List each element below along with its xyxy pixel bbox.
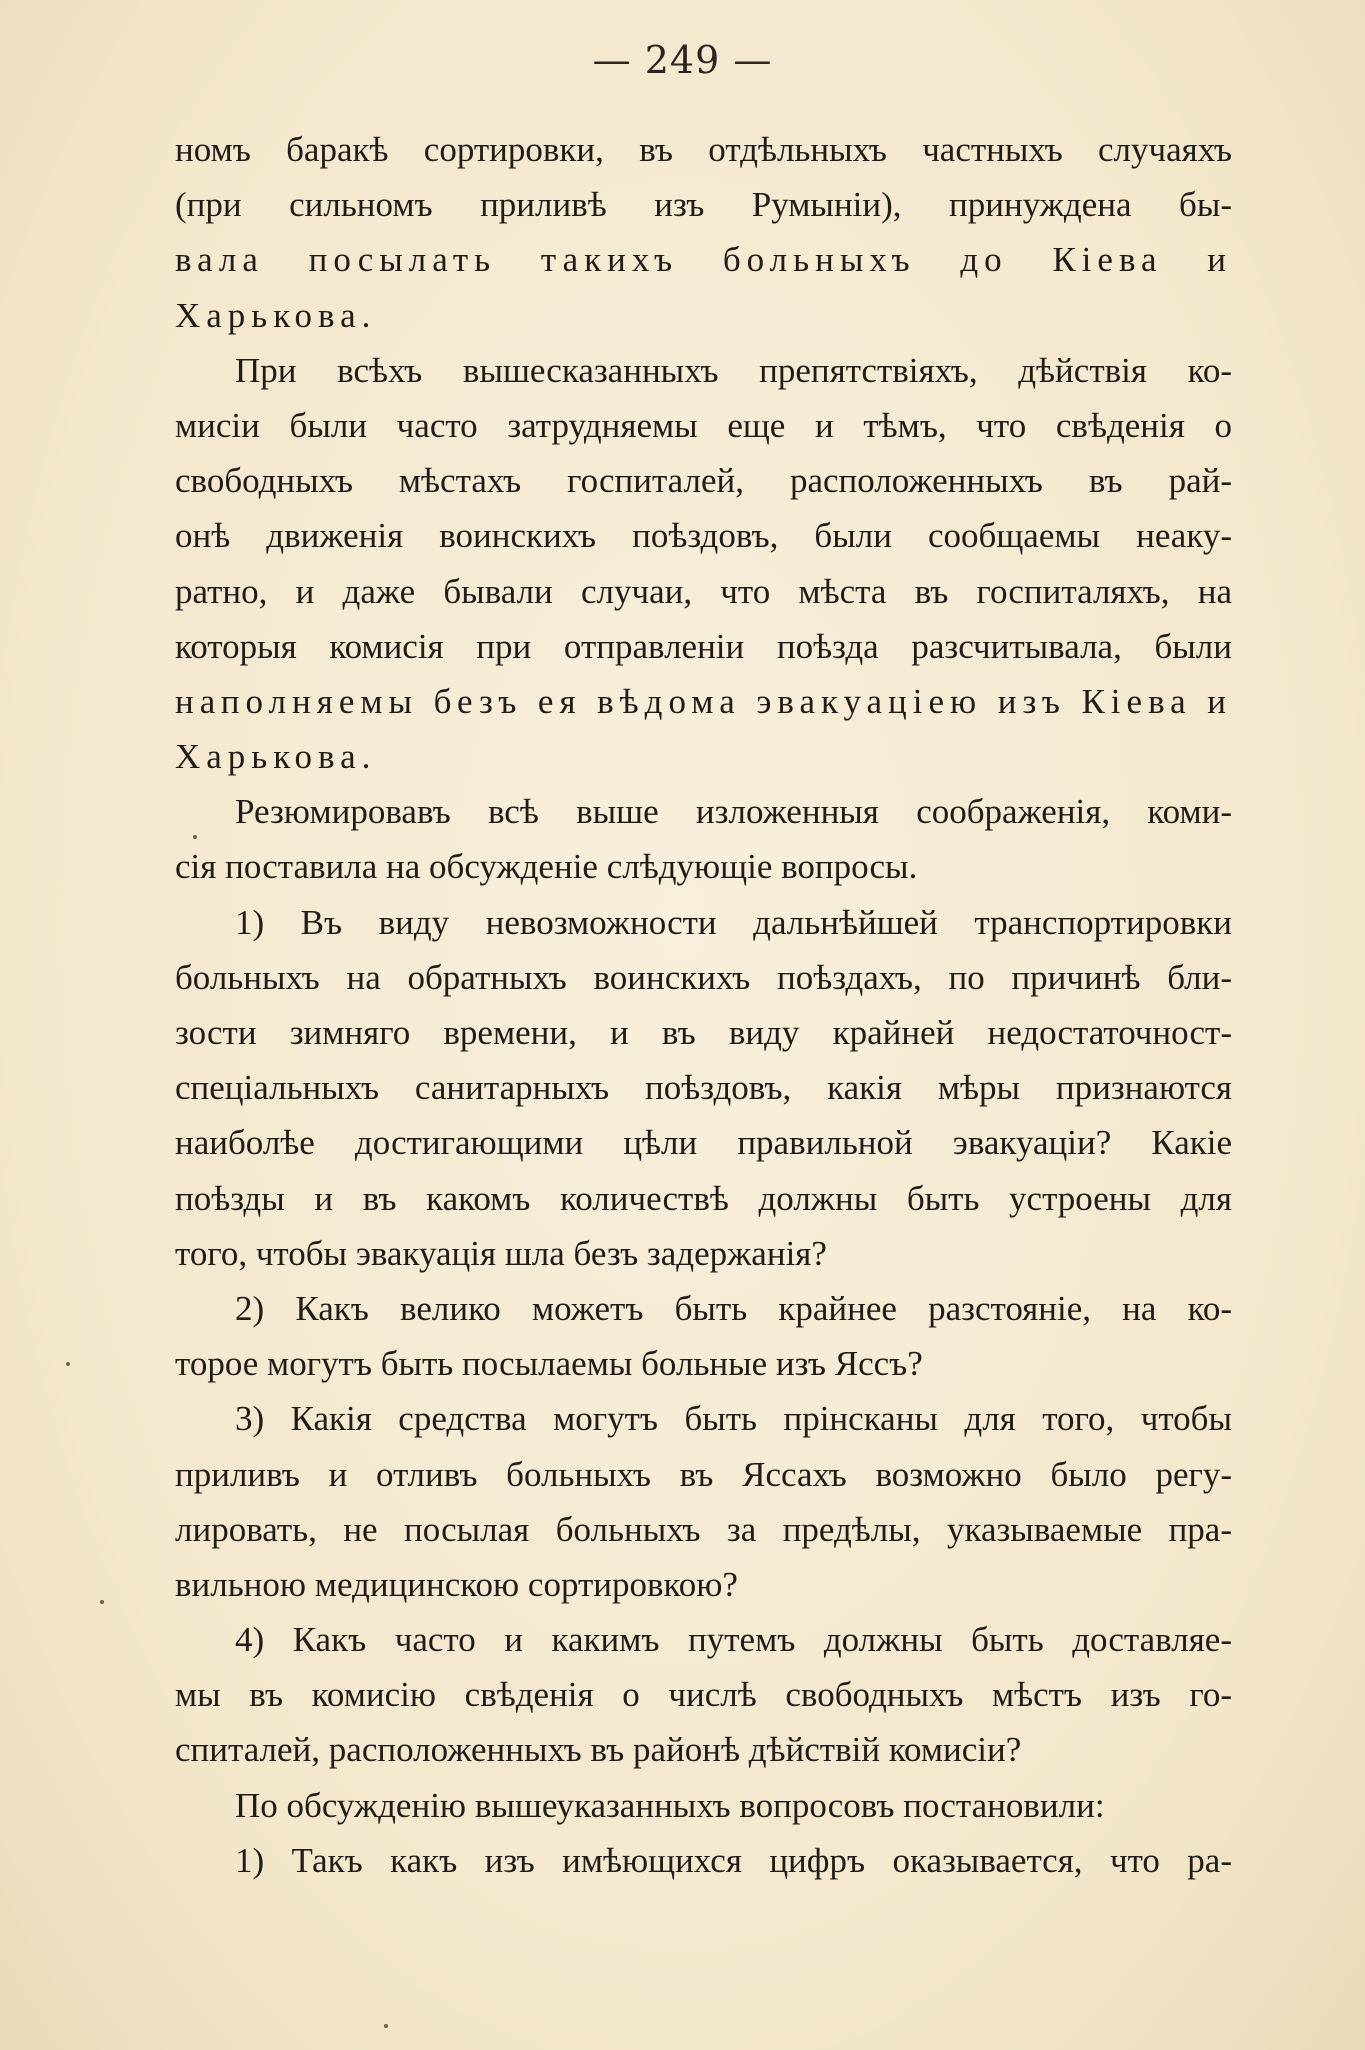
paragraph [175,895,1232,1281]
text-line: спиталей, расположенныхъ въ районѣ дѣйствій комисіи? [175,1730,1022,1770]
paragraph [175,1833,1232,1888]
text-line: Резюмировавъ всѣ выше изложенныя соображенія, коми- [235,792,1232,832]
text-line: 1) Такъ какъ изъ имѣющихся цифръ оказывается, что ра- [235,1840,1232,1880]
text-line: спеціальныхъ санитарныхъ поѣздовъ, какія мѣры признаются [175,1068,1232,1108]
paragraph [175,1778,1232,1833]
text-line: вала посылать такихъ больныхъ до Кіева и [175,240,1232,280]
text-line: 1) Въ виду невозможности дальнѣйшей транспортировки [235,902,1232,942]
text-line: номъ баракѣ сортировки, въ отдѣльныхъ частныхъ случаяхъ [175,130,1232,169]
text-line: мы въ комисію свѣденія о числѣ свободныхъ мѣстъ изъ го- [175,1675,1232,1715]
text-line: онѣ движенія воинскихъ поѣздовъ, были сообщаемы неаку- [175,516,1232,556]
paper-speck [100,1600,104,1604]
text-line: 4) Какъ часто и какимъ путемъ должны быть доставляе- [235,1620,1232,1660]
text-line: которыя комисія при отправленіи поѣзда разсчитывала, были [175,626,1232,666]
text-line: мисіи были часто затрудняемы еще и тѣмъ, что свѣденія о [175,405,1232,445]
page-number: — 249 — [592,38,773,82]
text-line: Харькова. [175,737,377,777]
paper-speck [66,1362,70,1366]
text-line: свободныхъ мѣстахъ госпиталей, расположенныхъ въ рай- [175,461,1232,501]
paragraph [175,122,1232,343]
text-line: По обсужденію вышеуказанныхъ вопросовъ постановили: [235,1785,1105,1825]
paragraph [175,1391,1232,1612]
paper-speck [193,835,197,839]
paragraph [175,1281,1232,1391]
text-line: приливъ и отливъ больныхъ въ Яссахъ возможно было регу- [175,1454,1232,1494]
paragraph [175,1612,1232,1778]
text-line: Харькова. [175,295,377,335]
text-line: сія поставила на обсужденіе слѣдующіе вопросы. [175,847,918,887]
text-line: больныхъ на обратныхъ воинскихъ поѣздахъ, по причинѣ бли- [175,957,1232,997]
paper-speck [384,2024,388,2028]
text-line: вильною медицинскою сортировкою? [175,1564,738,1604]
paragraph [175,343,1232,785]
text-line: 2) Какъ велико можетъ быть крайнее разстояніе, на ко- [235,1288,1232,1328]
text-line: (при сильномъ приливѣ изъ Румыніи), принуждена бы- [175,185,1232,225]
text-line: поѣзды и въ какомъ количествѣ должны быть устроены для [175,1178,1232,1218]
paragraph [175,784,1232,894]
text-line: зости зимняго времени, и въ виду крайней недостаточност- [175,1013,1232,1052]
body-text [175,122,1232,1888]
text-line: наполняемы безъ ея вѣдома эвакуаціею изъ Кіева и [175,681,1232,721]
text-line: того, чтобы эвакуація шла безъ задержанія? [175,1233,827,1273]
text-line: 3) Какія средства могутъ быть прінсканы для того, чтобы [235,1399,1232,1439]
text-line: торое могутъ быть посылаемы больные изъ Яссъ? [175,1344,923,1384]
text-line: лировать, не посылая больныхъ за предѣлы, указываемые пра- [175,1509,1232,1549]
text-line: ратно, и даже бывали случаи, что мѣста въ госпиталяхъ, на [175,571,1232,611]
text-line: При всѣхъ вышесказанныхъ препятствіяхъ, дѣйствія ко- [235,350,1232,390]
text-line: наиболѣе достигающими цѣли правильной эвакуаціи? Какіе [175,1123,1232,1163]
